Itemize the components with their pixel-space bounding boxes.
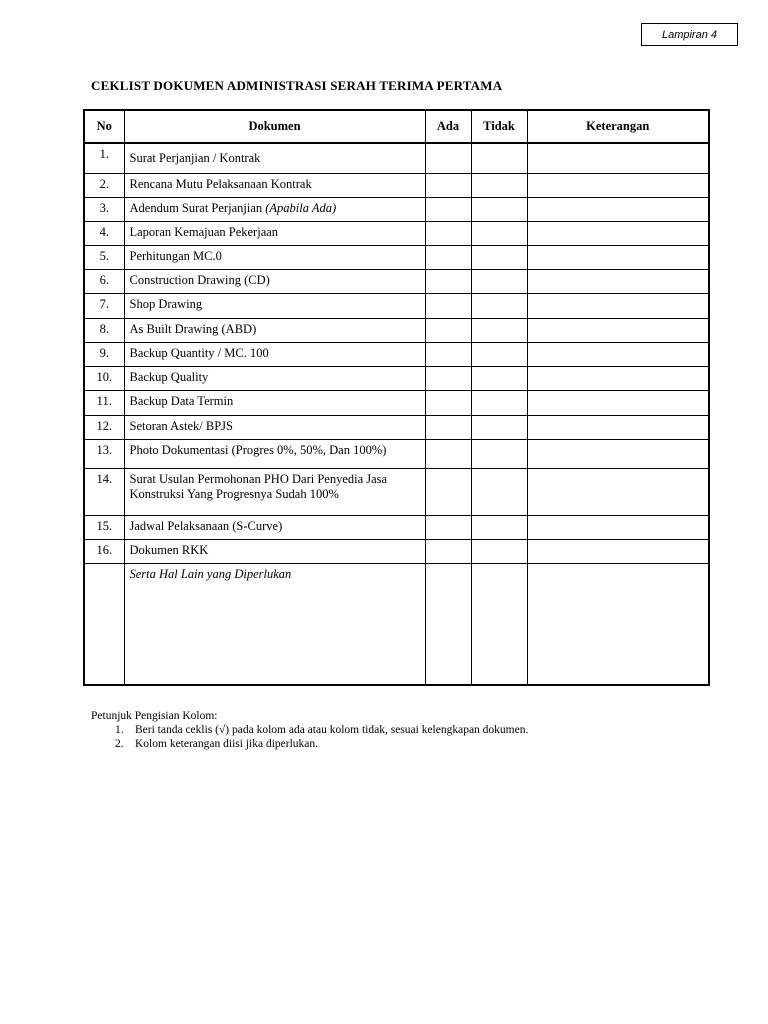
ada-checkbox-cell[interactable] <box>425 539 471 563</box>
tidak-checkbox-cell[interactable] <box>471 415 527 439</box>
row-number: 14. <box>84 468 124 515</box>
document-name <box>124 515 425 539</box>
instructions <box>91 709 528 751</box>
row-number: 16. <box>84 539 124 563</box>
document-text: Shop Drawing <box>129 296 203 311</box>
ada-checkbox-cell[interactable] <box>425 221 471 245</box>
document-text: Rencana Mutu Pelaksanaan Kontrak <box>129 176 312 191</box>
table-row <box>84 245 709 269</box>
table-row <box>84 515 709 539</box>
tidak-checkbox-cell[interactable] <box>471 143 527 173</box>
instructions-list <box>91 723 528 751</box>
keterangan-cell[interactable] <box>527 221 709 245</box>
table-row <box>84 539 709 563</box>
row-number: 4. <box>84 221 124 245</box>
table-row <box>84 143 709 173</box>
instruction-number: 1. <box>115 724 124 736</box>
row-number: 10. <box>84 366 124 390</box>
row-number: 9. <box>84 342 124 366</box>
row-number: 5. <box>84 245 124 269</box>
document-name <box>124 468 425 515</box>
document-name <box>124 318 425 342</box>
document-text: Backup Data Termin <box>129 393 234 408</box>
table-row <box>84 221 709 245</box>
instruction-item <box>91 723 528 737</box>
document-name <box>124 245 425 269</box>
document-name <box>124 366 425 390</box>
keterangan-cell[interactable] <box>527 390 709 415</box>
keterangan-cell[interactable] <box>527 515 709 539</box>
table-row <box>84 390 709 415</box>
table-row <box>84 563 709 685</box>
instruction-text: Kolom keterangan diisi jika diperlukan. <box>135 738 318 750</box>
table-row <box>84 293 709 318</box>
keterangan-cell[interactable] <box>527 366 709 390</box>
row-number: 12. <box>84 415 124 439</box>
document-text: Backup Quality <box>129 369 209 384</box>
ada-checkbox-cell[interactable] <box>425 318 471 342</box>
table-header-row <box>84 110 709 143</box>
document-name <box>124 173 425 197</box>
header-no: No <box>84 110 124 143</box>
document-text: Perhitungan MC.0 <box>129 248 222 263</box>
tidak-checkbox-cell[interactable] <box>471 366 527 390</box>
tidak-checkbox-cell[interactable] <box>471 245 527 269</box>
table-row <box>84 468 709 515</box>
document-name <box>124 221 425 245</box>
document-name <box>124 293 425 318</box>
tidak-checkbox-cell[interactable] <box>471 539 527 563</box>
page-title: CEKLIST DOKUMEN ADMINISTRASI SERAH TERIMA PERTAMA <box>91 78 503 93</box>
header-dokumen: Dokumen <box>124 110 425 143</box>
table-row <box>84 415 709 439</box>
tidak-checkbox-cell[interactable] <box>471 173 527 197</box>
tidak-checkbox-cell[interactable] <box>471 515 527 539</box>
keterangan-cell[interactable] <box>527 197 709 221</box>
tidak-checkbox-cell[interactable] <box>471 221 527 245</box>
row-number: 2. <box>84 173 124 197</box>
keterangan-cell[interactable] <box>527 468 709 515</box>
document-text: Surat Usulan Permohonan PHO Dari Penyedia Jasa Konstruksi Yang Progresnya Sudah 100% <box>129 471 391 501</box>
instructions-heading: Petunjuk Pengisian Kolom: <box>91 710 218 722</box>
tidak-checkbox-cell[interactable] <box>471 197 527 221</box>
keterangan-cell[interactable] <box>527 293 709 318</box>
keterangan-cell[interactable] <box>527 342 709 366</box>
tidak-checkbox-cell[interactable] <box>471 390 527 415</box>
document-text: Photo Dokumentasi (Progres 0%, 50%, Dan 100%) <box>129 442 387 457</box>
row-number <box>84 563 124 685</box>
row-number: 1. <box>84 143 124 173</box>
ada-checkbox-cell[interactable] <box>425 515 471 539</box>
row-number: 8. <box>84 318 124 342</box>
ada-checkbox-cell[interactable] <box>425 468 471 515</box>
document-text: Backup Quantity / MC. 100 <box>129 345 269 360</box>
header-ada: Ada <box>425 110 471 143</box>
header-tidak: Tidak <box>471 110 527 143</box>
document-name <box>124 269 425 293</box>
keterangan-cell[interactable] <box>527 318 709 342</box>
table-row <box>84 366 709 390</box>
ada-checkbox-cell[interactable] <box>425 342 471 366</box>
tidak-checkbox-cell[interactable] <box>471 269 527 293</box>
row-number: 7. <box>84 293 124 318</box>
table-row <box>84 439 709 468</box>
ada-checkbox-cell[interactable] <box>425 415 471 439</box>
table-row <box>84 197 709 221</box>
document-note: (Apabila Ada) <box>265 200 337 215</box>
header-keterangan: Keterangan <box>527 110 709 143</box>
table-row <box>84 342 709 366</box>
document-text: Laporan Kemajuan Pekerjaan <box>129 224 279 239</box>
ada-checkbox-cell[interactable] <box>425 439 471 468</box>
tidak-checkbox-cell[interactable] <box>471 563 527 685</box>
instruction-number: 2. <box>115 738 124 750</box>
document-text: Jadwal Pelaksanaan (S-Curve) <box>129 518 283 533</box>
keterangan-cell[interactable] <box>527 563 709 685</box>
ada-checkbox-cell[interactable] <box>425 293 471 318</box>
checklist-table <box>83 109 710 686</box>
instruction-item <box>91 737 528 751</box>
tidak-checkbox-cell[interactable] <box>471 318 527 342</box>
document-name <box>124 539 425 563</box>
document-name <box>124 342 425 366</box>
document-name <box>124 563 425 685</box>
keterangan-cell[interactable] <box>527 439 709 468</box>
ada-checkbox-cell[interactable] <box>425 245 471 269</box>
document-text: Setoran Astek/ BPJS <box>129 418 233 433</box>
ada-checkbox-cell[interactable] <box>425 390 471 415</box>
table-row <box>84 173 709 197</box>
row-number: 15. <box>84 515 124 539</box>
keterangan-cell[interactable] <box>527 539 709 563</box>
table-row <box>84 269 709 293</box>
ada-checkbox-cell[interactable] <box>425 563 471 685</box>
document-text: Construction Drawing (CD) <box>129 272 270 287</box>
document-name <box>124 415 425 439</box>
document-name <box>124 143 425 173</box>
row-number: 6. <box>84 269 124 293</box>
ada-checkbox-cell[interactable] <box>425 173 471 197</box>
row-number: 3. <box>84 197 124 221</box>
keterangan-cell[interactable] <box>527 173 709 197</box>
row-number: 13. <box>84 439 124 468</box>
table-row <box>84 318 709 342</box>
document-name <box>124 390 425 415</box>
instruction-text: Beri tanda ceklis (√) pada kolom ada atau kolom tidak, sesuai kelengkapan dokumen. <box>135 724 529 736</box>
document-note: Serta Hal Lain yang Diperlukan <box>129 566 292 581</box>
lampiran-label: Lampiran 4 <box>641 23 738 46</box>
tidak-checkbox-cell[interactable] <box>471 342 527 366</box>
ada-checkbox-cell[interactable] <box>425 197 471 221</box>
ada-checkbox-cell[interactable] <box>425 269 471 293</box>
keterangan-cell[interactable] <box>527 415 709 439</box>
keterangan-cell[interactable] <box>527 269 709 293</box>
row-number: 11. <box>84 390 124 415</box>
document-name <box>124 439 425 468</box>
document-text: Adendum Surat Perjanjian <box>129 200 266 215</box>
document-name <box>124 197 425 221</box>
tidak-checkbox-cell[interactable] <box>471 293 527 318</box>
document-text: Dokumen RKK <box>129 542 209 557</box>
keterangan-cell[interactable] <box>527 143 709 173</box>
ada-checkbox-cell[interactable] <box>425 366 471 390</box>
tidak-checkbox-cell[interactable] <box>471 439 527 468</box>
tidak-checkbox-cell[interactable] <box>471 468 527 515</box>
document-text: As Built Drawing (ABD) <box>129 321 257 336</box>
ada-checkbox-cell[interactable] <box>425 143 471 173</box>
keterangan-cell[interactable] <box>527 245 709 269</box>
document-text: Surat Perjanjian / Kontrak <box>129 151 261 165</box>
